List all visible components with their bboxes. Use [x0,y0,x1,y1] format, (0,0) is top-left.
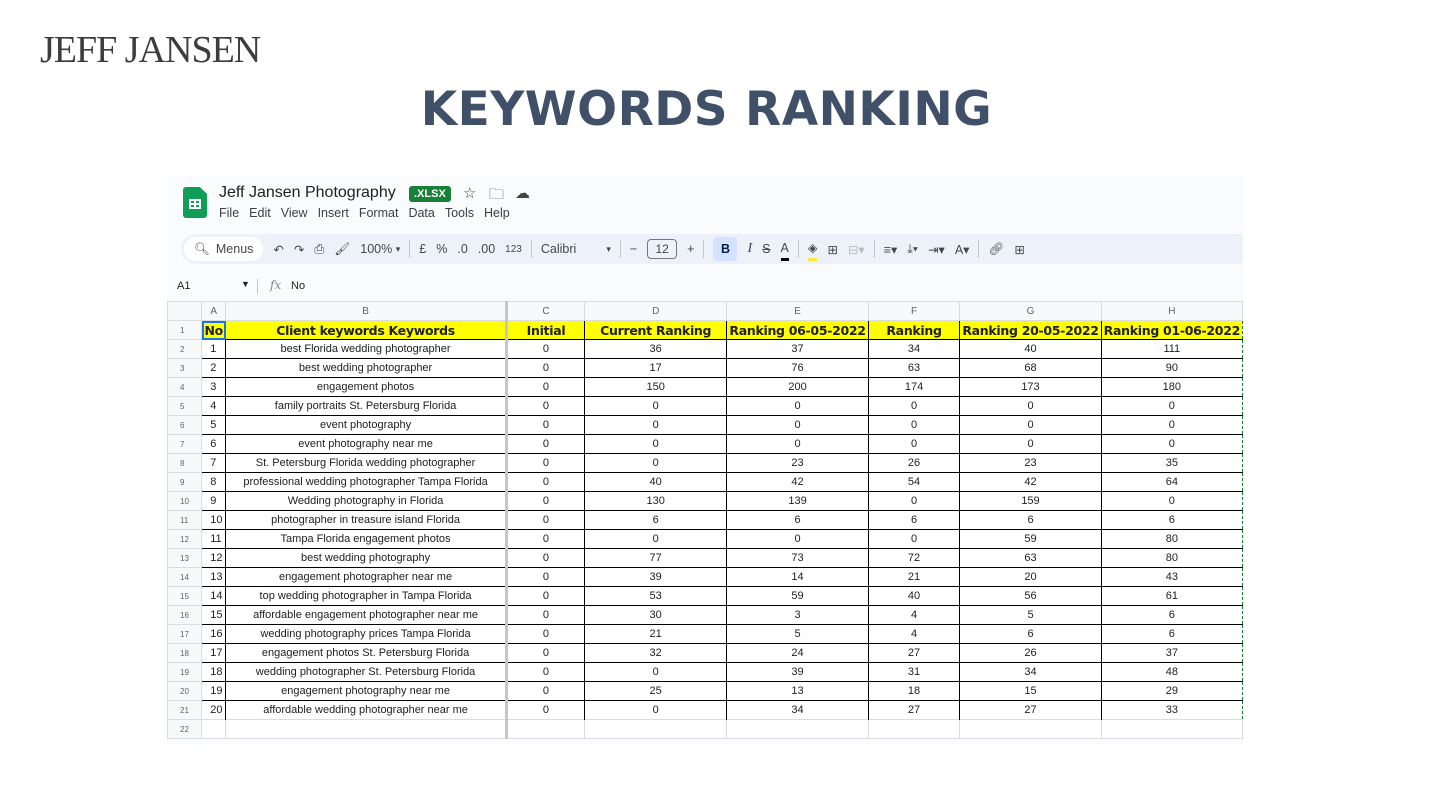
text-color-icon[interactable]: A [781,237,789,261]
chevron-down-icon: ▾ [606,243,611,254]
toolbar-divider [874,240,875,258]
row-header[interactable]: 9 [168,473,202,492]
row-header[interactable]: 12 [168,530,202,549]
cell-ranking-2005[interactable]: 59 [960,530,1101,549]
cell-ranking-0605[interactable]: 0 [727,435,868,454]
cell-initial[interactable]: 0 [507,701,585,720]
font-name: Calibri [540,242,577,256]
row-header[interactable]: 14 [168,568,202,587]
cell-ranking-0605[interactable]: 0 [727,530,868,549]
cell-no[interactable]: 7 [202,454,226,473]
menu-insert[interactable]: Insert [317,206,349,220]
cell-ranking-2005[interactable]: 23 [960,454,1101,473]
cell-no[interactable]: 8 [202,473,226,492]
cell-ranking[interactable]: 0 [868,416,960,435]
toolbar-divider [703,240,704,258]
decrease-font-size-icon[interactable]: − [629,242,638,256]
toolbar-divider [620,240,621,258]
vertical-align-icon[interactable]: ⤓▾ [907,241,919,256]
cell-keyword[interactable]: event photography [226,416,507,435]
cell-ranking[interactable]: 174 [868,378,960,397]
cell-ranking-0106[interactable]: 80 [1101,530,1242,549]
cell-current[interactable]: 0 [584,454,726,473]
menu-search[interactable] [184,237,263,261]
cell-current[interactable]: 53 [584,587,726,606]
cell-initial[interactable]: 0 [507,530,585,549]
cell-ranking-0605[interactable]: 39 [727,663,868,682]
menu-view[interactable]: View [280,206,308,220]
cell-ranking-0605[interactable]: 73 [727,549,868,568]
row-header[interactable]: 2 [168,340,202,359]
zoom-value: 100% [360,242,393,256]
empty-cell[interactable] [584,720,726,739]
cell-ranking-0106[interactable]: 80 [1101,549,1242,568]
cell-current[interactable]: 0 [584,530,726,549]
cell-current[interactable]: 25 [584,682,726,701]
cell-ranking-0106[interactable]: 0 [1101,397,1242,416]
cell-initial[interactable]: 0 [507,682,585,701]
cell-no[interactable]: 18 [202,663,226,682]
cell-current[interactable]: 0 [584,397,726,416]
currency-format-button[interactable]: £ [419,242,427,256]
table-row [168,435,1243,454]
table-row [168,530,1243,549]
cell-no[interactable]: 20 [202,701,226,720]
fx-icon: fx [270,278,282,292]
cell-ranking-0106[interactable]: 0 [1101,492,1242,511]
file-type-badge: .XLSX [409,186,451,202]
column-header-f[interactable]: F [868,302,960,321]
cell-keyword[interactable]: Wedding photography in Florida [226,492,507,511]
undo-icon[interactable]: ↶ [273,242,284,257]
cell-ranking-0106[interactable]: 111 [1101,340,1242,359]
cell-ranking-2005[interactable]: 27 [960,701,1101,720]
cell-ranking-2005[interactable]: 6 [960,511,1101,530]
table-header-row [168,321,1243,340]
cell-current[interactable]: 39 [584,568,726,587]
cell-keyword[interactable]: engagement photographer near me [226,568,507,587]
cell-initial[interactable]: 0 [507,435,585,454]
row-header[interactable]: 21 [168,701,202,720]
number-format-button[interactable]: 123 [505,243,522,255]
cell-ranking-0605[interactable]: 6 [727,511,868,530]
cell-ranking[interactable]: 0 [868,397,960,416]
cell-keyword[interactable]: wedding photographer St. Petersburg Florida [226,663,507,682]
column-header-g[interactable]: G [960,302,1101,321]
cell-keyword[interactable]: photographer in treasure island Florida [226,511,507,530]
empty-cell[interactable] [868,720,960,739]
spreadsheet-screenshot [167,176,1243,744]
cell-ranking-0106[interactable]: 6 [1101,606,1242,625]
increase-font-size-icon[interactable]: + [687,242,695,256]
cell-ranking-0106[interactable]: 29 [1101,682,1242,701]
table-row [168,397,1243,416]
cell-current[interactable]: 40 [584,473,726,492]
increase-decimal-button[interactable]: .00 [477,242,496,256]
brand-logo: JEFF JANSEN [40,29,261,71]
select-all-corner[interactable] [168,302,202,321]
cell-ranking[interactable]: 0 [868,435,960,454]
cell-ranking-2005[interactable]: 0 [960,397,1101,416]
cell-initial[interactable]: 0 [507,644,585,663]
cell-no[interactable]: 13 [202,568,226,587]
cell-initial[interactable]: 0 [507,606,585,625]
slide-title: KEYWORDS RANKING [420,82,993,137]
cell-initial[interactable]: 0 [507,625,585,644]
cloud-status-icon[interactable]: ☁ [515,185,530,202]
borders-icon[interactable]: ⊞ [827,242,838,257]
table-row [168,644,1243,663]
merge-cells-icon[interactable]: ⊟▾ [847,242,865,257]
header-cell-current[interactable]: Current Ranking [584,321,726,340]
cell-initial[interactable]: 0 [507,473,585,492]
fill-color-icon[interactable]: ◈ [808,237,818,261]
spreadsheet-grid [167,301,1243,739]
cell-ranking-0605[interactable]: 3 [727,606,868,625]
empty-row [168,720,1243,739]
column-header-h[interactable]: H [1101,302,1242,321]
menu-file[interactable]: File [219,206,240,220]
menu-search-label: Menus [215,242,254,256]
cell-initial[interactable]: 0 [507,587,585,606]
cell-ranking-0605[interactable]: 24 [727,644,868,663]
cell-keyword[interactable]: wedding photography prices Tampa Florida [226,625,507,644]
header-cell-ranking-0106[interactable]: Ranking 01-06-2022 [1101,321,1242,340]
cell-keyword[interactable]: event photography near me [226,435,507,454]
cell-no[interactable]: 2 [202,359,226,378]
cell-ranking-0106[interactable]: 48 [1101,663,1242,682]
row-header[interactable]: 11 [168,511,202,530]
cell-ranking-0605[interactable]: 42 [727,473,868,492]
cell-current[interactable]: 0 [584,701,726,720]
move-folder-icon[interactable]: 🗀 [489,186,505,203]
cell-initial[interactable]: 0 [507,359,585,378]
cell-keyword[interactable]: affordable wedding photographer near me [226,701,507,720]
cell-keyword[interactable]: top wedding photographer in Tampa Florida [226,587,507,606]
formula-input[interactable]: No [291,280,306,292]
table-row [168,682,1243,701]
row-header[interactable]: 8 [168,454,202,473]
row-header[interactable]: 20 [168,682,202,701]
table-row [168,416,1243,435]
empty-cell[interactable] [727,720,868,739]
cell-ranking[interactable]: 27 [868,644,960,663]
zoom-select[interactable] [360,237,400,261]
cell-keyword[interactable]: St. Petersburg Florida wedding photographer [226,454,507,473]
cell-keyword[interactable]: professional wedding photographer Tampa Florida [226,473,507,492]
table-row [168,492,1243,511]
cell-no[interactable]: 1 [202,340,226,359]
name-box[interactable]: A1 [177,280,191,292]
menu-bar [219,206,510,220]
cell-ranking-2005[interactable]: 42 [960,473,1101,492]
cell-initial[interactable]: 0 [507,340,585,359]
insert-link-icon[interactable]: 🔗︎ [988,241,1005,256]
cell-no[interactable]: 19 [202,682,226,701]
cell-initial[interactable]: 0 [507,397,585,416]
cell-keyword[interactable]: family portraits St. Petersburg Florida [226,397,507,416]
cell-no[interactable]: 14 [202,587,226,606]
strikethrough-icon[interactable]: S [762,242,771,256]
chevron-down-icon: ▾ [395,243,401,254]
empty-cell[interactable] [960,720,1101,739]
search-icon: 🔍︎ [194,241,210,256]
font-select[interactable] [541,237,611,261]
column-header-row [168,302,1243,321]
cell-current[interactable]: 130 [584,492,726,511]
decrease-decimal-button[interactable]: .0 [457,242,468,256]
formula-divider [257,279,258,294]
header-cell-ranking-2005[interactable]: Ranking 20-05-2022 [960,321,1101,340]
menu-format[interactable]: Format [358,206,399,220]
empty-cell[interactable] [1101,720,1242,739]
column-header-d[interactable]: D [584,302,726,321]
column-header-a[interactable]: A [202,302,226,321]
cell-keyword[interactable]: engagement photography near me [226,682,507,701]
menu-help[interactable]: Help [484,206,510,220]
header-cell-initial[interactable]: Initial [507,321,585,340]
cell-no[interactable]: 11 [202,530,226,549]
cell-ranking[interactable]: 6 [868,511,960,530]
cell-ranking[interactable]: 31 [868,663,960,682]
cell-ranking-0605[interactable]: 0 [727,416,868,435]
cell-keyword[interactable]: best wedding photography [226,549,507,568]
header-cell-no[interactable]: No [202,321,226,340]
cell-initial[interactable]: 0 [507,511,585,530]
cell-current[interactable]: 77 [584,549,726,568]
cell-ranking-0605[interactable]: 59 [727,587,868,606]
table-row [168,340,1243,359]
table-row [168,568,1243,587]
cell-ranking-0106[interactable]: 6 [1101,511,1242,530]
empty-cell[interactable] [202,720,226,739]
cell-no[interactable]: 16 [202,625,226,644]
cell-ranking[interactable]: 63 [868,359,960,378]
cell-no[interactable]: 17 [202,644,226,663]
cell-ranking-0605[interactable]: 0 [727,397,868,416]
cell-ranking[interactable]: 18 [868,682,960,701]
row-header[interactable]: 17 [168,625,202,644]
cell-initial[interactable]: 0 [507,454,585,473]
cell-initial[interactable]: 0 [507,663,585,682]
cell-ranking[interactable]: 54 [868,473,960,492]
row-header[interactable]: 7 [168,435,202,454]
sheets-logo-icon[interactable] [183,187,207,218]
cell-current[interactable]: 0 [584,435,726,454]
cell-ranking-2005[interactable]: 5 [960,606,1101,625]
cell-keyword[interactable]: engagement photos [226,378,507,397]
row-header[interactable]: 16 [168,606,202,625]
cell-initial[interactable]: 0 [507,549,585,568]
row-header[interactable]: 13 [168,549,202,568]
cell-ranking[interactable]: 4 [868,606,960,625]
cell-no[interactable]: 15 [202,606,226,625]
cell-ranking-2005[interactable]: 56 [960,587,1101,606]
chevron-down-icon[interactable]: ▼ [241,279,250,289]
header-cell-keywords[interactable]: Client keywords Keywords [226,321,507,340]
table-row [168,511,1243,530]
cell-ranking[interactable]: 40 [868,587,960,606]
row-header[interactable]: 6 [168,416,202,435]
cell-ranking[interactable]: 26 [868,454,960,473]
empty-cell[interactable] [226,720,507,739]
toolbar-divider [531,240,532,258]
cell-ranking-0605[interactable]: 23 [727,454,868,473]
cell-ranking-0605[interactable]: 34 [727,701,868,720]
cell-initial[interactable]: 0 [507,568,585,587]
star-icon[interactable]: ☆ [463,185,477,202]
cell-ranking-0106[interactable]: 35 [1101,454,1242,473]
cell-initial[interactable]: 0 [507,492,585,511]
cell-ranking-0106[interactable]: 6 [1101,625,1242,644]
italic-icon[interactable]: I [747,241,753,256]
cell-keyword[interactable]: best Florida wedding photographer [226,340,507,359]
cell-ranking-2005[interactable]: 0 [960,416,1101,435]
cell-current[interactable]: 30 [584,606,726,625]
cell-keyword[interactable]: best wedding photographer [226,359,507,378]
text-wrap-icon[interactable]: ⇥▾ [928,242,945,257]
toolbar-divider [978,240,979,258]
row-header[interactable]: 3 [168,359,202,378]
cell-no[interactable]: 9 [202,492,226,511]
cell-no[interactable]: 12 [202,549,226,568]
cell-current[interactable]: 17 [584,359,726,378]
row-header[interactable]: 22 [168,720,202,739]
cell-current[interactable]: 36 [584,340,726,359]
cell-ranking-2005[interactable]: 20 [960,568,1101,587]
cell-ranking-2005[interactable]: 34 [960,663,1101,682]
cell-initial[interactable]: 0 [507,416,585,435]
menu-data[interactable]: Data [408,206,435,220]
cell-ranking-2005[interactable]: 173 [960,378,1101,397]
table-row [168,625,1243,644]
cell-ranking-0605[interactable]: 139 [727,492,868,511]
grid-body [168,321,1243,739]
cell-no[interactable]: 4 [202,397,226,416]
cell-ranking-2005[interactable]: 6 [960,625,1101,644]
cell-keyword[interactable]: engagement photos St. Petersburg Florida [226,644,507,663]
menu-edit[interactable]: Edit [249,206,271,220]
table-row [168,587,1243,606]
table-row [168,473,1243,492]
cell-current[interactable]: 0 [584,663,726,682]
table-row [168,549,1243,568]
cell-ranking-2005[interactable]: 159 [960,492,1101,511]
table-row [168,701,1243,720]
redo-icon[interactable]: ↷ [293,242,305,257]
cell-ranking-2005[interactable]: 0 [960,435,1101,454]
table-row [168,359,1243,378]
cell-ranking-0106[interactable]: 0 [1101,416,1242,435]
table-row [168,378,1243,397]
cell-ranking-0106[interactable]: 33 [1101,701,1242,720]
cell-ranking-2005[interactable]: 63 [960,549,1101,568]
insert-comment-icon[interactable]: ⊞ [1014,242,1025,257]
cell-current[interactable]: 32 [584,644,726,663]
row-header[interactable]: 19 [168,663,202,682]
cell-keyword[interactable]: affordable engagement photographer near me [226,606,507,625]
cell-no[interactable]: 10 [202,511,226,530]
cell-ranking-2005[interactable]: 26 [960,644,1101,663]
cell-no[interactable]: 3 [202,378,226,397]
cell-keyword[interactable]: Tampa Florida engagement photos [226,530,507,549]
header-cell-ranking[interactable]: Ranking [868,321,960,340]
cell-ranking[interactable]: 72 [868,549,960,568]
cell-ranking-0106[interactable]: 180 [1101,378,1242,397]
row-header[interactable]: 4 [168,378,202,397]
cell-ranking-0106[interactable]: 43 [1101,568,1242,587]
document-title[interactable]: Jeff Jansen Photography [219,184,396,201]
table-row [168,663,1243,682]
table-row [168,454,1243,473]
cell-ranking[interactable]: 4 [868,625,960,644]
row-header[interactable]: 1 [168,321,202,340]
cell-ranking-2005[interactable]: 68 [960,359,1101,378]
row-header[interactable]: 5 [168,397,202,416]
menu-tools[interactable]: Tools [444,206,475,220]
cell-ranking-0106[interactable]: 90 [1101,359,1242,378]
percent-format-button[interactable]: % [436,242,448,256]
cell-ranking-2005[interactable]: 15 [960,682,1101,701]
bold-icon[interactable]: B [713,237,737,261]
cell-current[interactable]: 0 [584,416,726,435]
empty-cell[interactable] [507,720,585,739]
paint-format-icon[interactable]: 🖌︎ [334,241,351,256]
cell-ranking-2005[interactable]: 40 [960,340,1101,359]
horizontal-align-icon[interactable]: ≡▾ [883,242,898,257]
row-header[interactable]: 10 [168,492,202,511]
column-header-b[interactable]: B [226,302,507,321]
row-header[interactable]: 18 [168,644,202,663]
cell-ranking-0605[interactable]: 76 [727,359,868,378]
cell-initial[interactable]: 0 [507,378,585,397]
column-header-c[interactable]: C [507,302,585,321]
cell-ranking[interactable]: 27 [868,701,960,720]
cell-ranking[interactable]: 0 [868,530,960,549]
cell-ranking[interactable]: 0 [868,492,960,511]
cell-current[interactable]: 6 [584,511,726,530]
column-header-e[interactable]: E [727,302,868,321]
toolbar-divider [798,240,799,258]
cell-ranking-0106[interactable]: 64 [1101,473,1242,492]
cell-ranking[interactable]: 21 [868,568,960,587]
toolbar-divider [409,240,410,258]
cell-current[interactable]: 21 [584,625,726,644]
row-header[interactable]: 15 [168,587,202,606]
cell-ranking[interactable]: 34 [868,340,960,359]
cell-no[interactable]: 5 [202,416,226,435]
cell-ranking-0605[interactable]: 37 [727,340,868,359]
cell-ranking-0106[interactable]: 61 [1101,587,1242,606]
print-icon[interactable]: ⎙ [314,241,325,256]
cell-ranking-0605[interactable]: 200 [727,378,868,397]
toolbar [181,234,1243,264]
cell-ranking-0605[interactable]: 13 [727,682,868,701]
formula-bar [167,276,1243,298]
cell-ranking-0106[interactable]: 0 [1101,435,1242,454]
header-cell-ranking-0605[interactable]: Ranking 06-05-2022 [727,321,868,340]
font-size-input[interactable]: 12 [647,239,677,259]
cell-ranking-0605[interactable]: 5 [727,625,868,644]
cell-no[interactable]: 6 [202,435,226,454]
cell-ranking-0106[interactable]: 37 [1101,644,1242,663]
table-row [168,606,1243,625]
text-rotation-icon[interactable]: A▾ [954,242,970,257]
cell-current[interactable]: 150 [584,378,726,397]
cell-ranking-0605[interactable]: 14 [727,568,868,587]
